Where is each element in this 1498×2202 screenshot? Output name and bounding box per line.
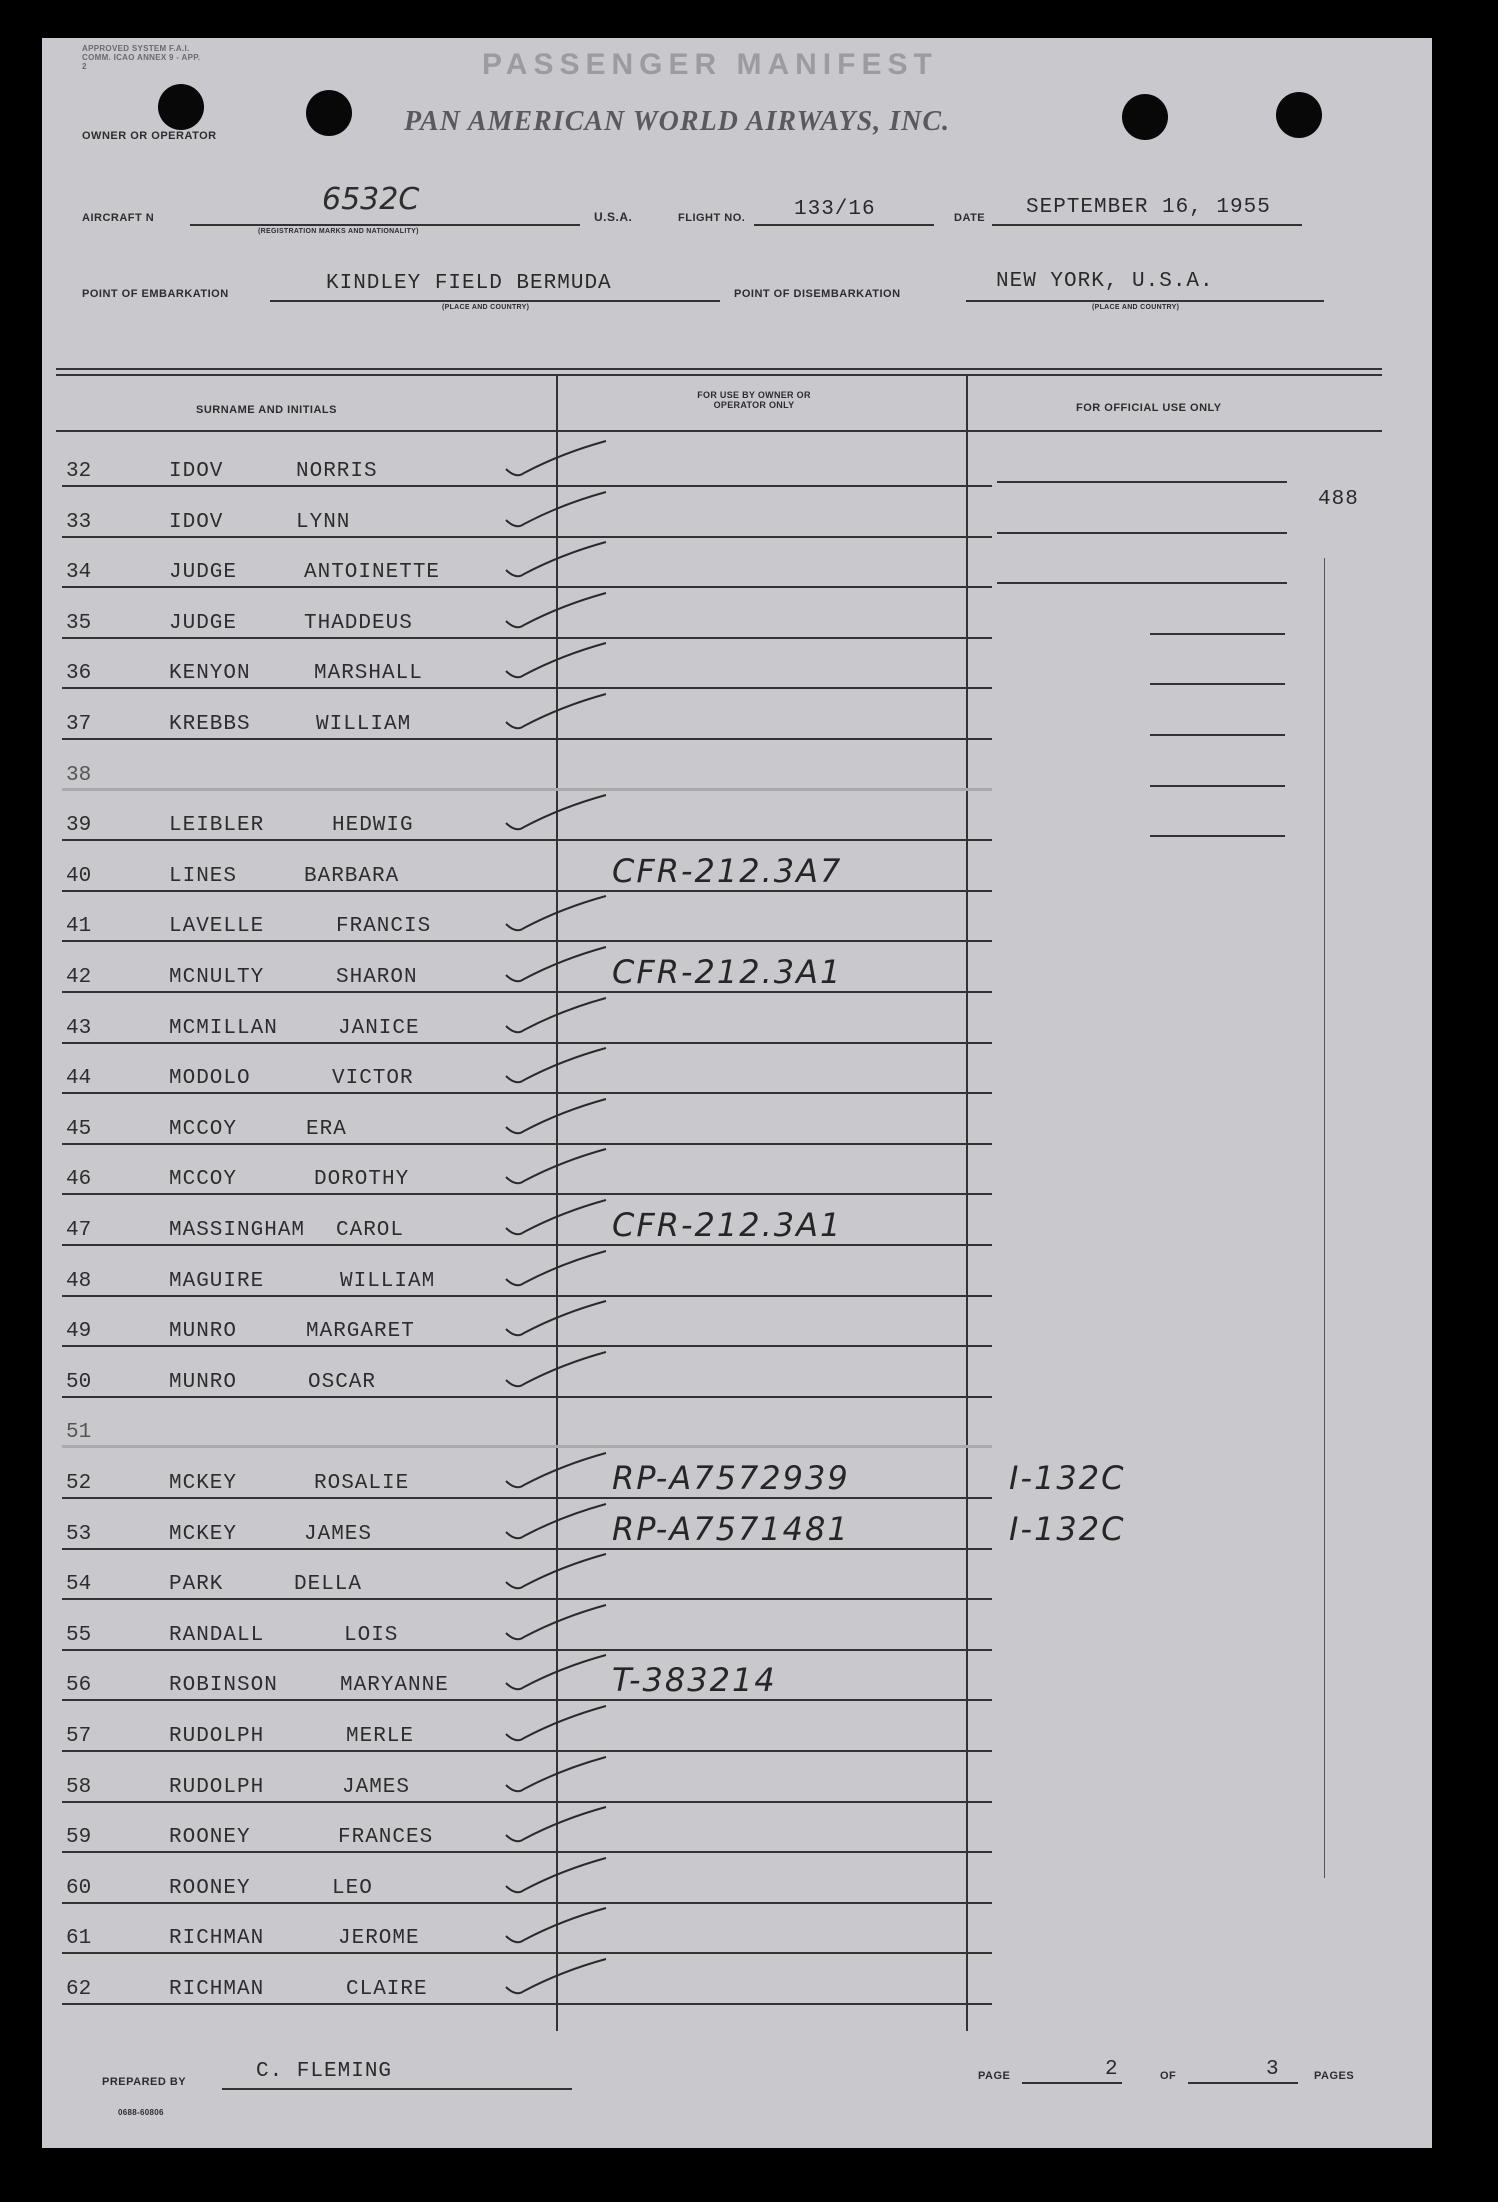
column-header-surname: SURNAME AND INITIALS (196, 404, 337, 416)
row-number: 42 (66, 966, 92, 989)
passenger-given-name: FRANCES (338, 1826, 434, 1850)
passenger-surname: RUDOLPH (169, 1725, 265, 1748)
punch-hole (306, 90, 352, 136)
passenger-given-name: HEDWIG (332, 814, 414, 838)
row-number: 52 (66, 1472, 92, 1495)
passenger-surname: MCNULTY (169, 966, 265, 989)
owner-note: T-383214 (612, 1661, 777, 1700)
passenger-given-name: MARSHALL (314, 662, 423, 686)
passenger-surname: MCKEY (169, 1472, 238, 1495)
passenger-row (42, 1448, 1432, 1499)
passenger-given-name: ROSALIE (314, 1472, 410, 1495)
passenger-given-name: MERLE (346, 1725, 415, 1748)
passenger-surname: KREBBS (169, 713, 251, 736)
passenger-given-name: MARYANNE (340, 1674, 449, 1698)
passenger-row (42, 1499, 1432, 1550)
passenger-given-name: ANTOINETTE (304, 561, 441, 585)
owner-note: RP-A7572939 (612, 1459, 850, 1497)
form-title: PASSENGER MANIFEST (482, 48, 938, 81)
check-mark-icon (502, 1046, 612, 1090)
passenger-given-name: JAMES (342, 1775, 411, 1799)
passenger-row (42, 1549, 1432, 1600)
row-number: 35 (66, 611, 92, 635)
check-mark-icon (502, 1957, 612, 2001)
disembark-label: POINT OF DISEMBARKATION (734, 288, 901, 300)
passenger-surname: RUDOLPH (169, 1775, 265, 1799)
check-mark-icon (502, 1805, 612, 1849)
passenger-row (42, 1650, 1432, 1701)
check-mark-icon (502, 996, 612, 1040)
passenger-given-name: CAROL (336, 1219, 405, 1242)
row-number: 56 (66, 1674, 92, 1698)
disembark-caption: (PLACE AND COUNTRY) (1092, 304, 1180, 311)
passenger-given-name: SHARON (336, 966, 418, 989)
passenger-given-name: ERA (306, 1117, 347, 1141)
aircraft-label: AIRCRAFT N (82, 212, 155, 224)
check-mark-icon (502, 692, 612, 736)
page-number: 2 (1105, 2058, 1119, 2081)
passenger-row (42, 588, 1432, 639)
punch-hole (158, 84, 204, 130)
passenger-row (42, 1397, 1432, 1448)
passenger-row (42, 1802, 1432, 1853)
date-label: DATE (954, 212, 986, 224)
check-mark-icon (502, 1755, 612, 1799)
embark-value: KINDLEY FIELD BERMUDA (326, 272, 612, 295)
passenger-given-name: LEO (332, 1876, 373, 1900)
passenger-row (42, 436, 1432, 487)
passenger-row (42, 1853, 1432, 1904)
passenger-row (42, 993, 1432, 1044)
aircraft-value: 6532C (322, 182, 420, 217)
aircraft-caption: (REGISTRATION MARKS AND NATIONALITY) (258, 228, 419, 235)
passenger-row (42, 1752, 1432, 1803)
passenger-row (42, 1094, 1432, 1145)
passenger-given-name: JEROME (338, 1927, 420, 1951)
passenger-given-name: THADDEUS (304, 611, 413, 635)
punch-hole (1122, 94, 1168, 140)
row-number: 44 (66, 1067, 92, 1091)
margin-number: 488 (1318, 488, 1359, 511)
row-number: 34 (66, 561, 92, 585)
check-mark-icon (502, 894, 612, 938)
embark-caption: (PLACE AND COUNTRY) (442, 304, 530, 311)
passenger-given-name: WILLIAM (316, 713, 412, 736)
passenger-row (42, 1600, 1432, 1651)
official-note: I-132C (1009, 1509, 1126, 1548)
row-number: 47 (66, 1219, 92, 1242)
passenger-surname: MCCOY (169, 1117, 238, 1141)
row-number: 57 (66, 1725, 92, 1748)
passenger-row (42, 638, 1432, 689)
passenger-given-name: WILLIAM (340, 1269, 436, 1293)
passenger-row (42, 841, 1432, 892)
passenger-given-name: BARBARA (304, 864, 400, 888)
check-mark-icon (502, 1856, 612, 1900)
passenger-row (42, 942, 1432, 993)
passenger-row (42, 1954, 1432, 2005)
passenger-surname: RICHMAN (169, 1978, 265, 2001)
row-number: 38 (66, 763, 92, 787)
passenger-given-name: NORRIS (296, 460, 378, 483)
passenger-row (42, 1043, 1432, 1094)
passenger-surname: MASSINGHAM (169, 1219, 306, 1242)
passenger-row (42, 689, 1432, 740)
check-mark-icon (502, 439, 612, 483)
passenger-surname: MUNRO (169, 1370, 238, 1394)
usa-label: U.S.A. (594, 210, 633, 224)
check-mark-icon (502, 1147, 612, 1191)
check-mark-icon (502, 1704, 612, 1748)
check-mark-icon (502, 540, 612, 584)
check-mark-icon (502, 1653, 612, 1697)
check-mark-icon (502, 1198, 612, 1242)
passenger-row (42, 1347, 1432, 1398)
passenger-given-name: JAMES (304, 1522, 373, 1546)
passenger-row (42, 487, 1432, 538)
row-number: 32 (66, 460, 92, 483)
check-mark-icon (502, 1097, 612, 1141)
passenger-surname: PARK (169, 1573, 224, 1597)
official-note: I-132C (1009, 1459, 1126, 1497)
passenger-surname: KENYON (169, 662, 251, 686)
row-number: 43 (66, 1016, 92, 1040)
passenger-surname: LEIBLER (169, 814, 265, 838)
passenger-row (42, 740, 1432, 791)
passenger-given-name: OSCAR (308, 1370, 377, 1394)
check-mark-icon (502, 793, 612, 837)
check-mark-icon (502, 641, 612, 685)
check-mark-icon (502, 591, 612, 635)
passenger-row (42, 891, 1432, 942)
row-number: 36 (66, 662, 92, 686)
check-mark-icon (502, 1502, 612, 1546)
passenger-given-name: DELLA (294, 1573, 363, 1597)
passenger-given-name: DOROTHY (314, 1168, 410, 1192)
passenger-surname: LINES (169, 864, 238, 888)
row-number: 58 (66, 1775, 92, 1799)
passenger-row (42, 1246, 1432, 1297)
row-number: 62 (66, 1978, 92, 2001)
flight-value: 133/16 (794, 198, 876, 221)
row-number: 45 (66, 1117, 92, 1141)
row-number: 33 (66, 510, 92, 534)
passenger-row (42, 1195, 1432, 1246)
page-total: 3 (1266, 2058, 1280, 2081)
owner-note: RP-A7571481 (612, 1509, 850, 1548)
passenger-surname: MCKEY (169, 1522, 238, 1546)
passenger-given-name: MARGARET (306, 1320, 415, 1344)
date-value: SEPTEMBER 16, 1955 (1026, 196, 1271, 219)
passenger-given-name: VICTOR (332, 1067, 414, 1091)
passenger-row (42, 1701, 1432, 1752)
check-mark-icon (502, 1249, 612, 1293)
page-label: PAGE (978, 2070, 1011, 2082)
passenger-given-name: JANICE (338, 1016, 420, 1040)
row-number: 51 (66, 1421, 92, 1445)
passenger-row (42, 1903, 1432, 1954)
row-number: 40 (66, 864, 92, 888)
check-mark-icon (502, 1552, 612, 1596)
passenger-row (42, 1296, 1432, 1347)
passenger-row (42, 790, 1432, 841)
passenger-surname: ROONEY (169, 1876, 251, 1900)
row-number: 46 (66, 1168, 92, 1192)
check-mark-icon (502, 1603, 612, 1647)
passenger-given-name: LYNN (296, 510, 351, 534)
passenger-row (42, 537, 1432, 588)
prepared-by-value: C. FLEMING (256, 2060, 393, 2083)
passenger-surname: MCCOY (169, 1168, 238, 1192)
column-header-owner-use: FOR USE BY OWNER OR OPERATOR ONLY (697, 390, 811, 410)
pages-label: PAGES (1314, 2070, 1355, 2082)
row-number: 60 (66, 1876, 92, 1900)
passenger-given-name: FRANCIS (336, 915, 432, 939)
row-number: 37 (66, 713, 92, 736)
approval-stamp: APPROVED SYSTEM F.A.I. COMM. ICAO ANNEX 9 - APP. 2 (82, 44, 201, 71)
check-mark-icon (502, 1906, 612, 1950)
row-number: 48 (66, 1269, 92, 1293)
manifest-page (42, 38, 1432, 2148)
check-mark-icon (502, 945, 612, 989)
check-mark-icon (502, 1350, 612, 1394)
check-mark-icon (502, 490, 612, 534)
passenger-surname: MUNRO (169, 1320, 238, 1344)
passenger-surname: MAGUIRE (169, 1269, 265, 1293)
check-mark-icon (502, 1451, 612, 1495)
row-number: 55 (66, 1623, 92, 1647)
punch-hole (1276, 92, 1322, 138)
check-mark-icon (502, 1299, 612, 1343)
passenger-surname: IDOV (169, 460, 224, 483)
row-number: 41 (66, 915, 92, 939)
of-label: OF (1160, 2070, 1177, 2082)
passenger-surname: ROONEY (169, 1826, 251, 1850)
passenger-surname: IDOV (169, 510, 224, 534)
passenger-surname: MCMILLAN (169, 1016, 278, 1040)
row-number: 54 (66, 1573, 92, 1597)
passenger-surname: ROBINSON (169, 1674, 278, 1698)
passenger-row (42, 1144, 1432, 1195)
owner-note: CFR-212.3A1 (612, 1206, 843, 1244)
passenger-surname: JUDGE (169, 611, 238, 635)
row-number: 49 (66, 1320, 92, 1344)
passenger-given-name: LOIS (344, 1623, 399, 1647)
row-number: 53 (66, 1522, 92, 1546)
row-number: 50 (66, 1370, 92, 1394)
embark-label: POINT OF EMBARKATION (82, 288, 229, 300)
passenger-given-name: CLAIRE (346, 1978, 428, 2001)
prepared-by-label: PREPARED BY (102, 2076, 187, 2088)
passenger-surname: JUDGE (169, 561, 238, 585)
row-number: 61 (66, 1927, 92, 1951)
column-header-official-use: FOR OFFICIAL USE ONLY (1076, 402, 1222, 414)
flight-label: FLIGHT NO. (678, 212, 746, 224)
owner-label: OWNER OR OPERATOR (82, 130, 217, 142)
passenger-surname: MODOLO (169, 1067, 251, 1091)
passenger-surname: RICHMAN (169, 1927, 265, 1951)
row-number: 39 (66, 814, 92, 838)
disembark-value: NEW YORK, U.S.A. (996, 270, 1214, 293)
owner-name: PAN AMERICAN WORLD AIRWAYS, INC. (404, 106, 951, 137)
owner-note: CFR-212.3A7 (612, 851, 843, 890)
passenger-surname: RANDALL (169, 1623, 265, 1647)
passenger-surname: LAVELLE (169, 915, 265, 939)
form-code: 0688-60806 (118, 2108, 164, 2117)
owner-note: CFR-212.3A1 (612, 953, 843, 991)
row-number: 59 (66, 1826, 92, 1850)
